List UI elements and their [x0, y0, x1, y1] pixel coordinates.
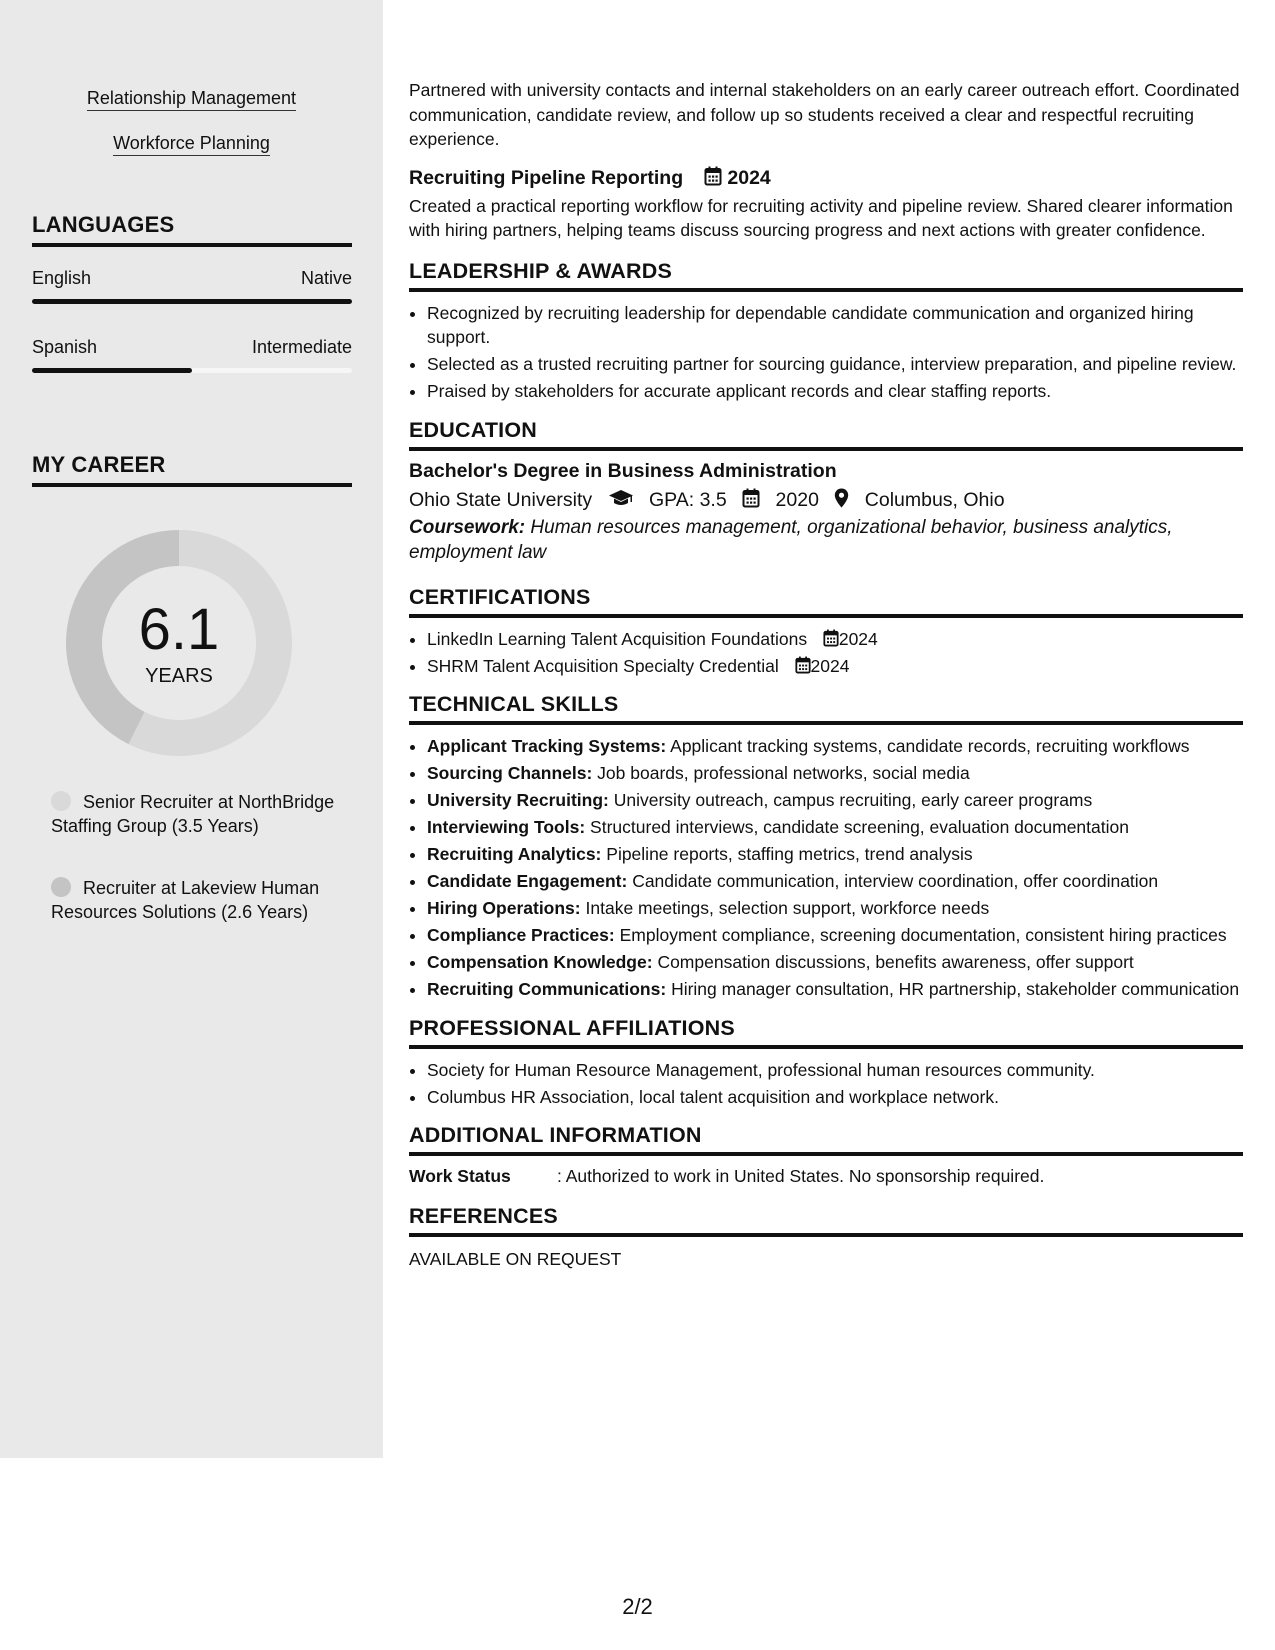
references-heading: REFERENCES [409, 1204, 1243, 1237]
list-item: • Society for Human Resource Management, professional human resources community. [427, 1058, 1243, 1083]
intro-paragraph: Partnered with university contacts and internal stakeholders on an early career outreach effort. Coordinated communication, candidate review, and follow up so students received a clear and respectful recruiting experience. [409, 80, 1240, 149]
language-bar [32, 368, 352, 373]
language-bar [32, 299, 352, 304]
language-name: Spanish [32, 337, 98, 357]
skill-item: • Recruiting Communications: Hiring manager consultation, HR partnership, stakeholder communication [427, 977, 1243, 1002]
skill-tag: Workforce Planning [0, 133, 383, 154]
page-number: 2/2 [622, 1594, 653, 1619]
list-item: • LinkedIn Learning Talent Acquisition Foundations 2024 [427, 627, 1243, 652]
work-status-value: : Authorized to work in United States. No sponsorship required. [557, 1166, 1045, 1186]
main-content [409, 78, 1243, 1271]
career-years-label: YEARS [145, 665, 213, 687]
skill-item: • Hiring Operations: Intake meetings, selection support, workforce needs [427, 896, 1243, 921]
education-meta [409, 485, 1243, 515]
education-coursework: Coursework: Human resources management, organizational behavior, business analytics, employment law [409, 516, 1173, 563]
skill-item: • Sourcing Channels: Job boards, professional networks, social media [427, 761, 1243, 786]
list-item: • SHRM Talent Acquisition Specialty Credential 2024 [427, 654, 1243, 679]
additional-info-heading: ADDITIONAL INFORMATION [409, 1123, 1243, 1156]
work-status-label: Work Status [409, 1166, 511, 1186]
language-bar-fill [32, 368, 192, 373]
education-heading: EDUCATION [409, 418, 1243, 451]
certifications-list [409, 627, 1243, 679]
graduation-cap-icon [608, 489, 634, 507]
career-total-years: 6.1 [138, 597, 220, 662]
list-item: • Selected as a trusted recruiting partner for sourcing guidance, interview preparation, and pipeline review. [427, 352, 1243, 377]
education-year: 2020 [775, 488, 819, 511]
language-row [32, 268, 352, 292]
list-item: • Praised by stakeholders for accurate applicant records and clear staffing reports. [427, 379, 1243, 404]
language-level: Native [300, 268, 352, 288]
work-status-row [409, 1164, 1243, 1188]
calendar-icon [795, 656, 811, 674]
skill-item: • Interviewing Tools: Structured interviews, candidate screening, evaluation documentation [427, 815, 1243, 840]
education-degree: Bachelor's Degree in Business Administration [409, 459, 837, 482]
school-name: Ohio State University [409, 488, 593, 511]
skill-item: • Applicant Tracking Systems: Applicant tracking systems, candidate records, recruiting workflows [427, 734, 1243, 759]
skill-tag: Relationship Management [0, 88, 383, 109]
leadership-heading: LEADERSHIP & AWARDS [409, 259, 1243, 292]
language-name: English [32, 268, 92, 288]
education-gpa: GPA: 3.5 [649, 488, 727, 511]
calendar-icon [823, 629, 839, 647]
skill-item: • Compliance Practices: Employment compliance, screening documentation, consistent hiring practices [427, 923, 1243, 948]
career-legend-dot [51, 877, 71, 897]
technical-skills-list [409, 734, 1243, 1002]
affiliations-list [409, 1058, 1243, 1110]
languages-heading: LANGUAGES [32, 212, 352, 247]
language-bar-fill [32, 299, 352, 304]
language-level: Intermediate [251, 337, 352, 357]
skill-item: • Compensation Knowledge: Compensation discussions, benefits awareness, offer support [427, 950, 1243, 975]
career-legend-item: Senior Recruiter at NorthBridge Staffing Group (3.5 Years) [51, 792, 335, 836]
language-row [32, 337, 352, 361]
list-item: • Recognized by recruiting leadership for dependable candidate communication and organized hiring support. [427, 301, 1243, 350]
technical-skills-heading: TECHNICAL SKILLS [409, 692, 1243, 725]
project-description: Created a practical reporting workflow for recruiting activity and pipeline review. Shared clearer information with hiring partners, helping teams discuss sourcing progress and next actions with greater confidence. [409, 195, 1233, 240]
career-heading: MY CAREER [32, 452, 352, 487]
calendar-icon [742, 488, 760, 508]
career-legend-dot [51, 791, 71, 811]
list-item: • Columbus HR Association, local talent acquisition and workplace network. [427, 1085, 1243, 1110]
certifications-heading: CERTIFICATIONS [409, 585, 1243, 618]
skill-item: • Recruiting Analytics: Pipeline reports, staffing metrics, trend analysis [427, 842, 1243, 867]
leadership-list [409, 301, 1243, 404]
education-location: Columbus, Ohio [864, 488, 1005, 511]
references-text: AVAILABLE ON REQUEST [409, 1249, 622, 1269]
calendar-icon [704, 166, 722, 186]
sidebar [0, 0, 383, 1458]
career-legend-item: Recruiter at Lakeview Human Resources Solutions (2.6 Years) [51, 878, 320, 922]
skill-item: • Candidate Engagement: Candidate communication, interview coordination, offer coordination [427, 869, 1243, 894]
location-pin-icon [834, 488, 849, 508]
project-title: Recruiting Pipeline Reporting 2024 [409, 166, 771, 189]
affiliations-heading: PROFESSIONAL AFFILIATIONS [409, 1016, 1243, 1049]
skill-item: • University Recruiting: University outreach, campus recruiting, early career programs [427, 788, 1243, 813]
